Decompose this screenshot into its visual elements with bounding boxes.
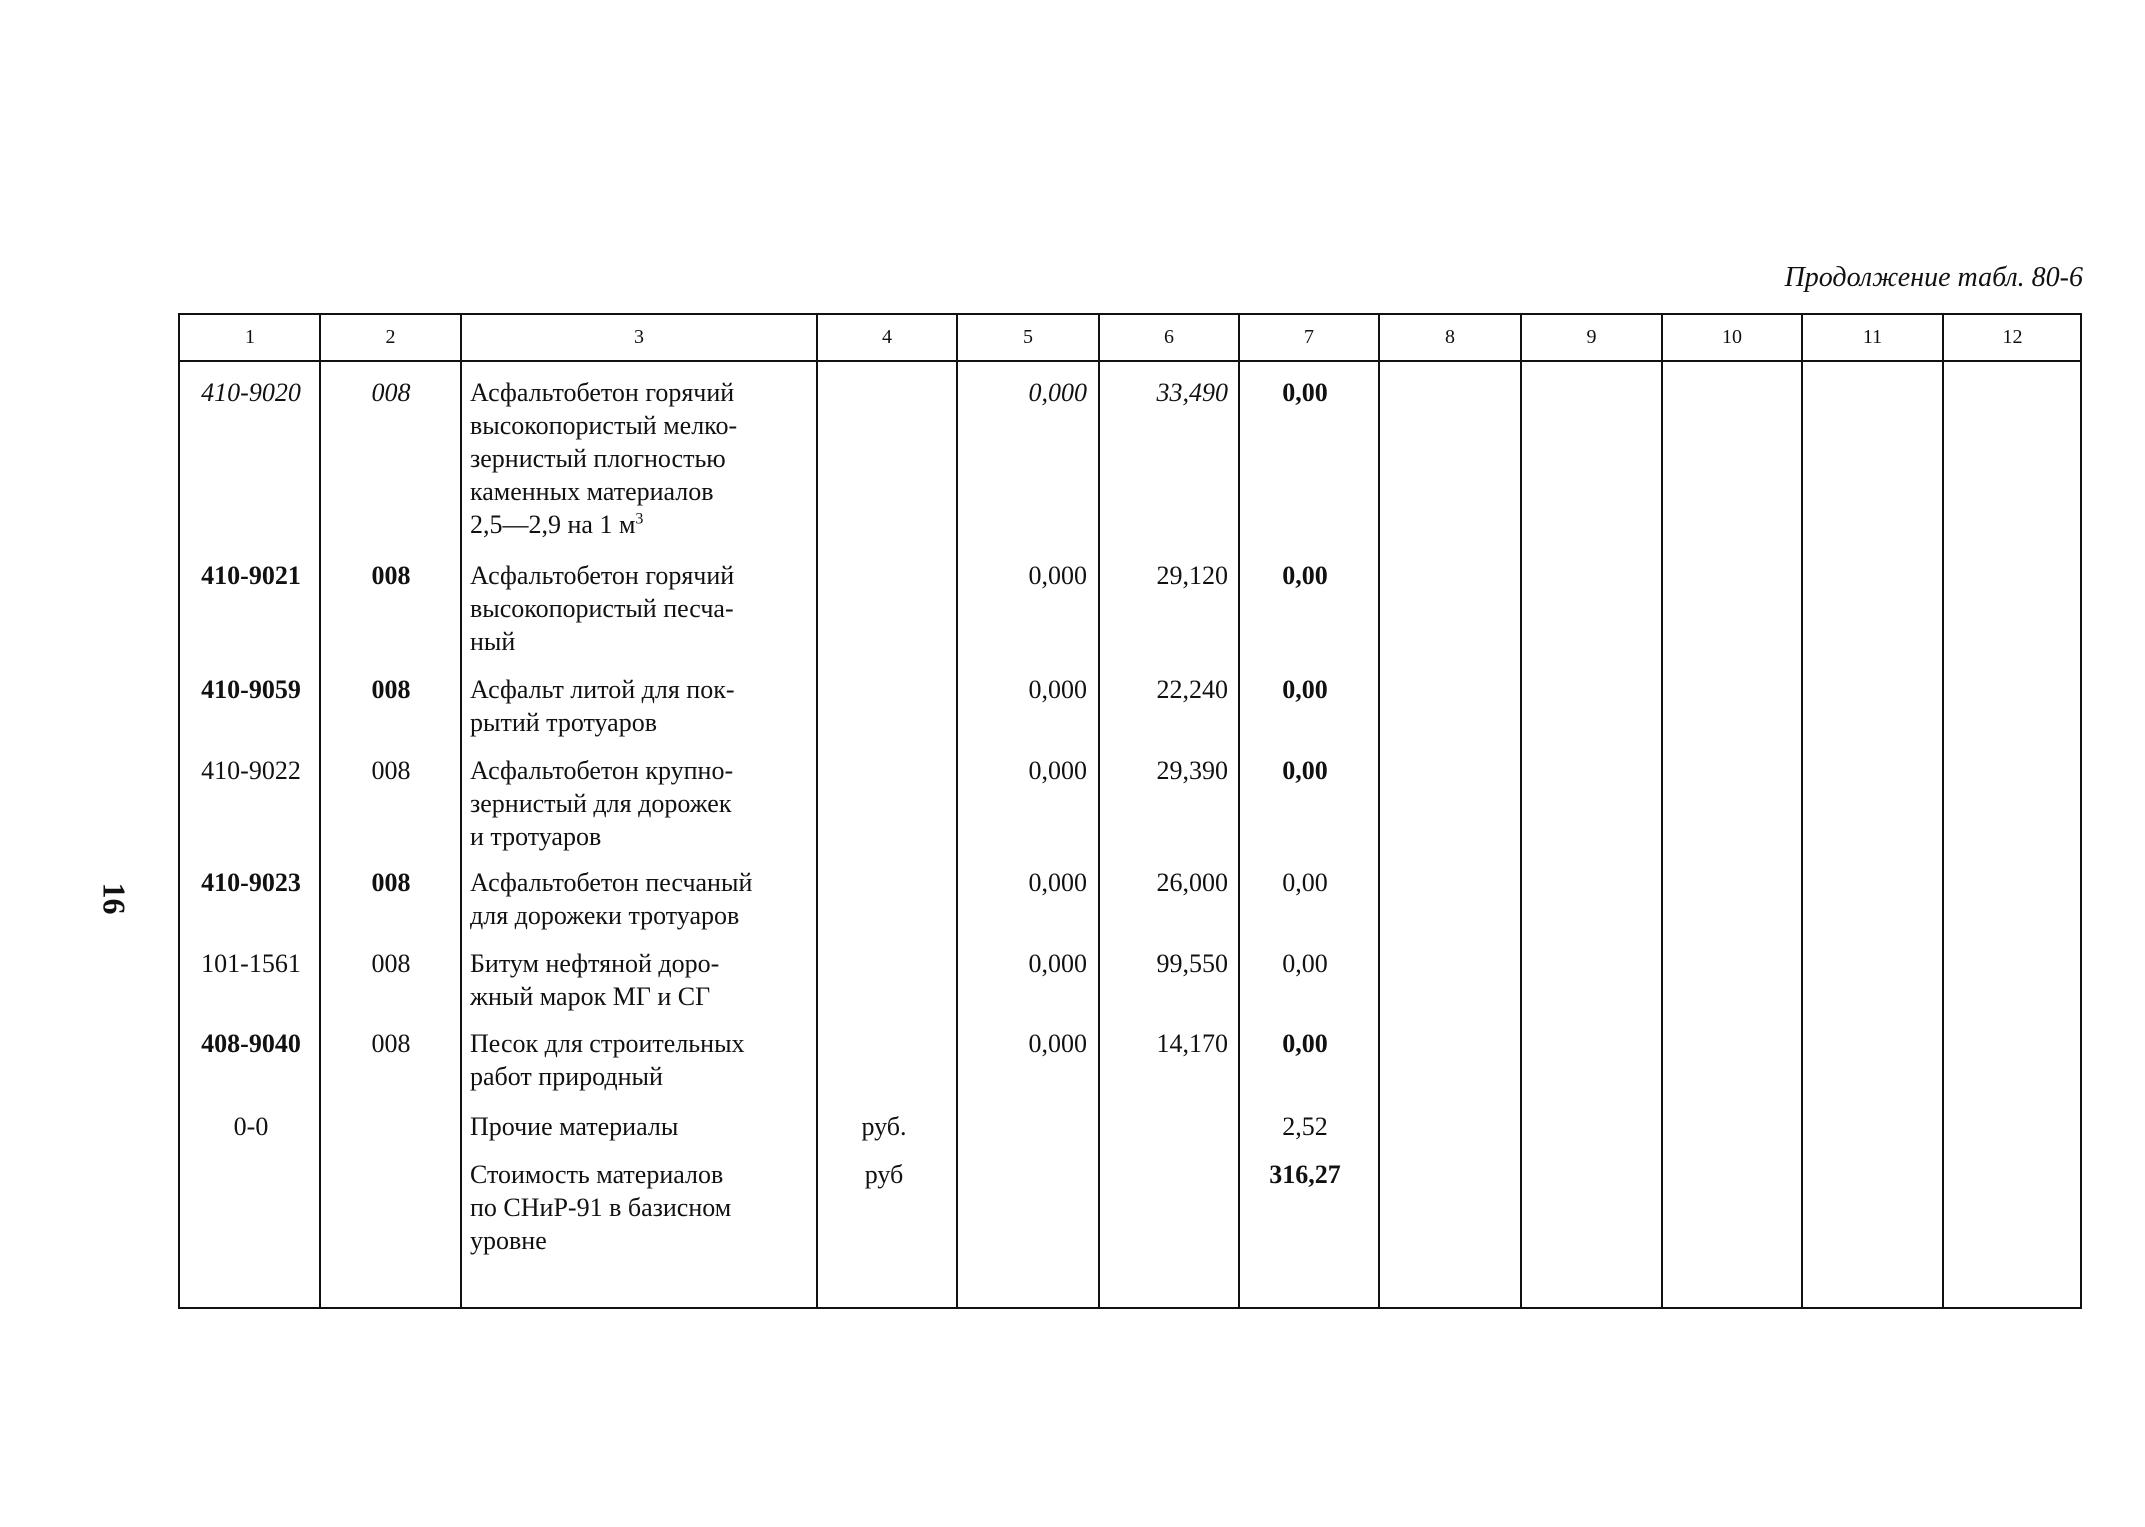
column-header-8: 8 (1445, 326, 1455, 348)
row-value-5: 0,000 (1028, 868, 1087, 897)
row-value-5: 0,000 (1028, 949, 1087, 978)
row-name (470, 1158, 804, 1257)
name-line: ный (470, 627, 516, 656)
column-divider (1378, 315, 1380, 1307)
name-line: Асфальтобетон горячий (470, 561, 735, 590)
row-unit: руб. (861, 1112, 907, 1141)
name-line: рытий тротуаров (470, 708, 657, 737)
row-code: 410-9023 (201, 868, 301, 897)
row-value-7: 0,00 (1282, 675, 1328, 704)
row-value-5: 0,000 (1028, 756, 1087, 785)
column-header-7: 7 (1304, 326, 1314, 348)
row-name (470, 866, 804, 932)
row-number: 008 (371, 949, 411, 978)
row-value-7: 0,00 (1282, 1029, 1328, 1058)
column-header-10: 10 (1722, 326, 1742, 348)
row-name (470, 1110, 804, 1143)
column-header-9: 9 (1586, 326, 1597, 348)
row-code: 410-9022 (201, 756, 301, 785)
row-number: 008 (371, 378, 411, 407)
row-value-7: 316,27 (1269, 1160, 1341, 1189)
name-line: по СНиР-91 в базисном (470, 1193, 732, 1222)
name-line: 2,5—2,9 на 1 м (470, 510, 636, 539)
name-line: высокопористый мелко- (470, 411, 738, 440)
name-line: Асфальт литой для пок- (470, 675, 735, 704)
column-header-11: 11 (1862, 326, 1883, 348)
column-divider (956, 315, 958, 1307)
row-value-7: 0,00 (1282, 949, 1328, 978)
row-name (470, 1027, 804, 1093)
row-code: 0-0 (233, 1112, 269, 1141)
name-line: каменных материалов (470, 477, 714, 506)
name-line: жный марок МГ и СГ (470, 982, 711, 1011)
row-number: 008 (371, 868, 411, 897)
column-divider (1661, 315, 1663, 1307)
name-line: уровне (470, 1226, 547, 1255)
name-line: Прочие материалы (470, 1112, 679, 1141)
row-value-7: 0,00 (1282, 561, 1328, 590)
row-code: 410-9059 (201, 675, 301, 704)
row-name (470, 947, 804, 1013)
unit-superscript: 3 (635, 510, 644, 528)
row-value-6: 99,550 (1156, 949, 1228, 978)
column-divider (460, 315, 462, 1307)
name-line: Битум нефтяной доро- (470, 949, 720, 978)
row-value-5: 0,000 (1028, 561, 1087, 590)
column-divider (319, 315, 321, 1307)
row-value-5: 0,000 (1028, 1029, 1087, 1058)
row-value-7: 0,00 (1282, 868, 1328, 897)
column-divider (1942, 315, 1944, 1307)
name-line: Асфальтобетон песчаный (470, 868, 753, 897)
name-line: Асфальтобетон горячий (470, 378, 735, 407)
row-value-6: 33,490 (1156, 378, 1228, 407)
name-line: Песок для строительных (470, 1029, 745, 1058)
row-unit: руб (864, 1160, 904, 1189)
name-line: Стоимость материалов (470, 1160, 724, 1189)
column-header-3: 3 (634, 326, 644, 348)
row-value-5: 0,000 (1028, 675, 1087, 704)
row-name (470, 559, 804, 658)
table-continuation-caption: Продолжение табл. 80-6 (1784, 262, 2083, 293)
name-line: работ природный (470, 1062, 663, 1091)
row-value-7: 0,00 (1282, 756, 1328, 785)
row-value-7: 0,00 (1282, 378, 1328, 407)
row-value-5: 0,000 (1028, 378, 1087, 407)
row-code: 410-9020 (201, 378, 301, 407)
column-header-12: 12 (2002, 326, 2023, 348)
row-value-6: 26,000 (1156, 868, 1228, 897)
column-divider (1098, 315, 1100, 1307)
column-header-1: 1 (245, 326, 255, 348)
row-value-7: 2,52 (1282, 1112, 1328, 1141)
row-code: 410-9021 (201, 561, 301, 590)
row-code: 101-1561 (201, 949, 301, 978)
table-header-row (180, 315, 2080, 362)
column-divider (1801, 315, 1803, 1307)
column-header-4: 4 (882, 326, 892, 348)
row-value-6: 22,240 (1156, 675, 1228, 704)
name-line: зернистый плогностью (470, 444, 726, 473)
row-name (470, 673, 804, 739)
name-line: Асфальтобетон крупно- (470, 756, 734, 785)
row-number: 008 (371, 561, 411, 590)
row-value-6: 29,390 (1156, 756, 1228, 785)
name-line: для дорожеки тротуаров (470, 901, 740, 930)
row-code: 408-9040 (201, 1029, 301, 1058)
name-line: высокопористый песча- (470, 594, 734, 623)
row-number: 008 (371, 756, 411, 785)
page-number: 16 (96, 882, 133, 915)
column-divider (816, 315, 818, 1307)
row-number: 008 (371, 675, 411, 704)
row-number: 008 (371, 1029, 411, 1058)
row-value-6: 29,120 (1156, 561, 1228, 590)
row-name (470, 754, 804, 853)
column-header-5: 5 (1023, 326, 1033, 348)
name-line: зернистый для дорожек (470, 789, 732, 818)
row-value-6: 14,170 (1156, 1029, 1228, 1058)
column-divider (1520, 315, 1522, 1307)
materials-table (178, 313, 2082, 1309)
column-header-2: 2 (385, 326, 396, 348)
name-line: и тротуаров (470, 822, 602, 851)
column-header-6: 6 (1164, 326, 1174, 348)
row-name (470, 376, 804, 541)
